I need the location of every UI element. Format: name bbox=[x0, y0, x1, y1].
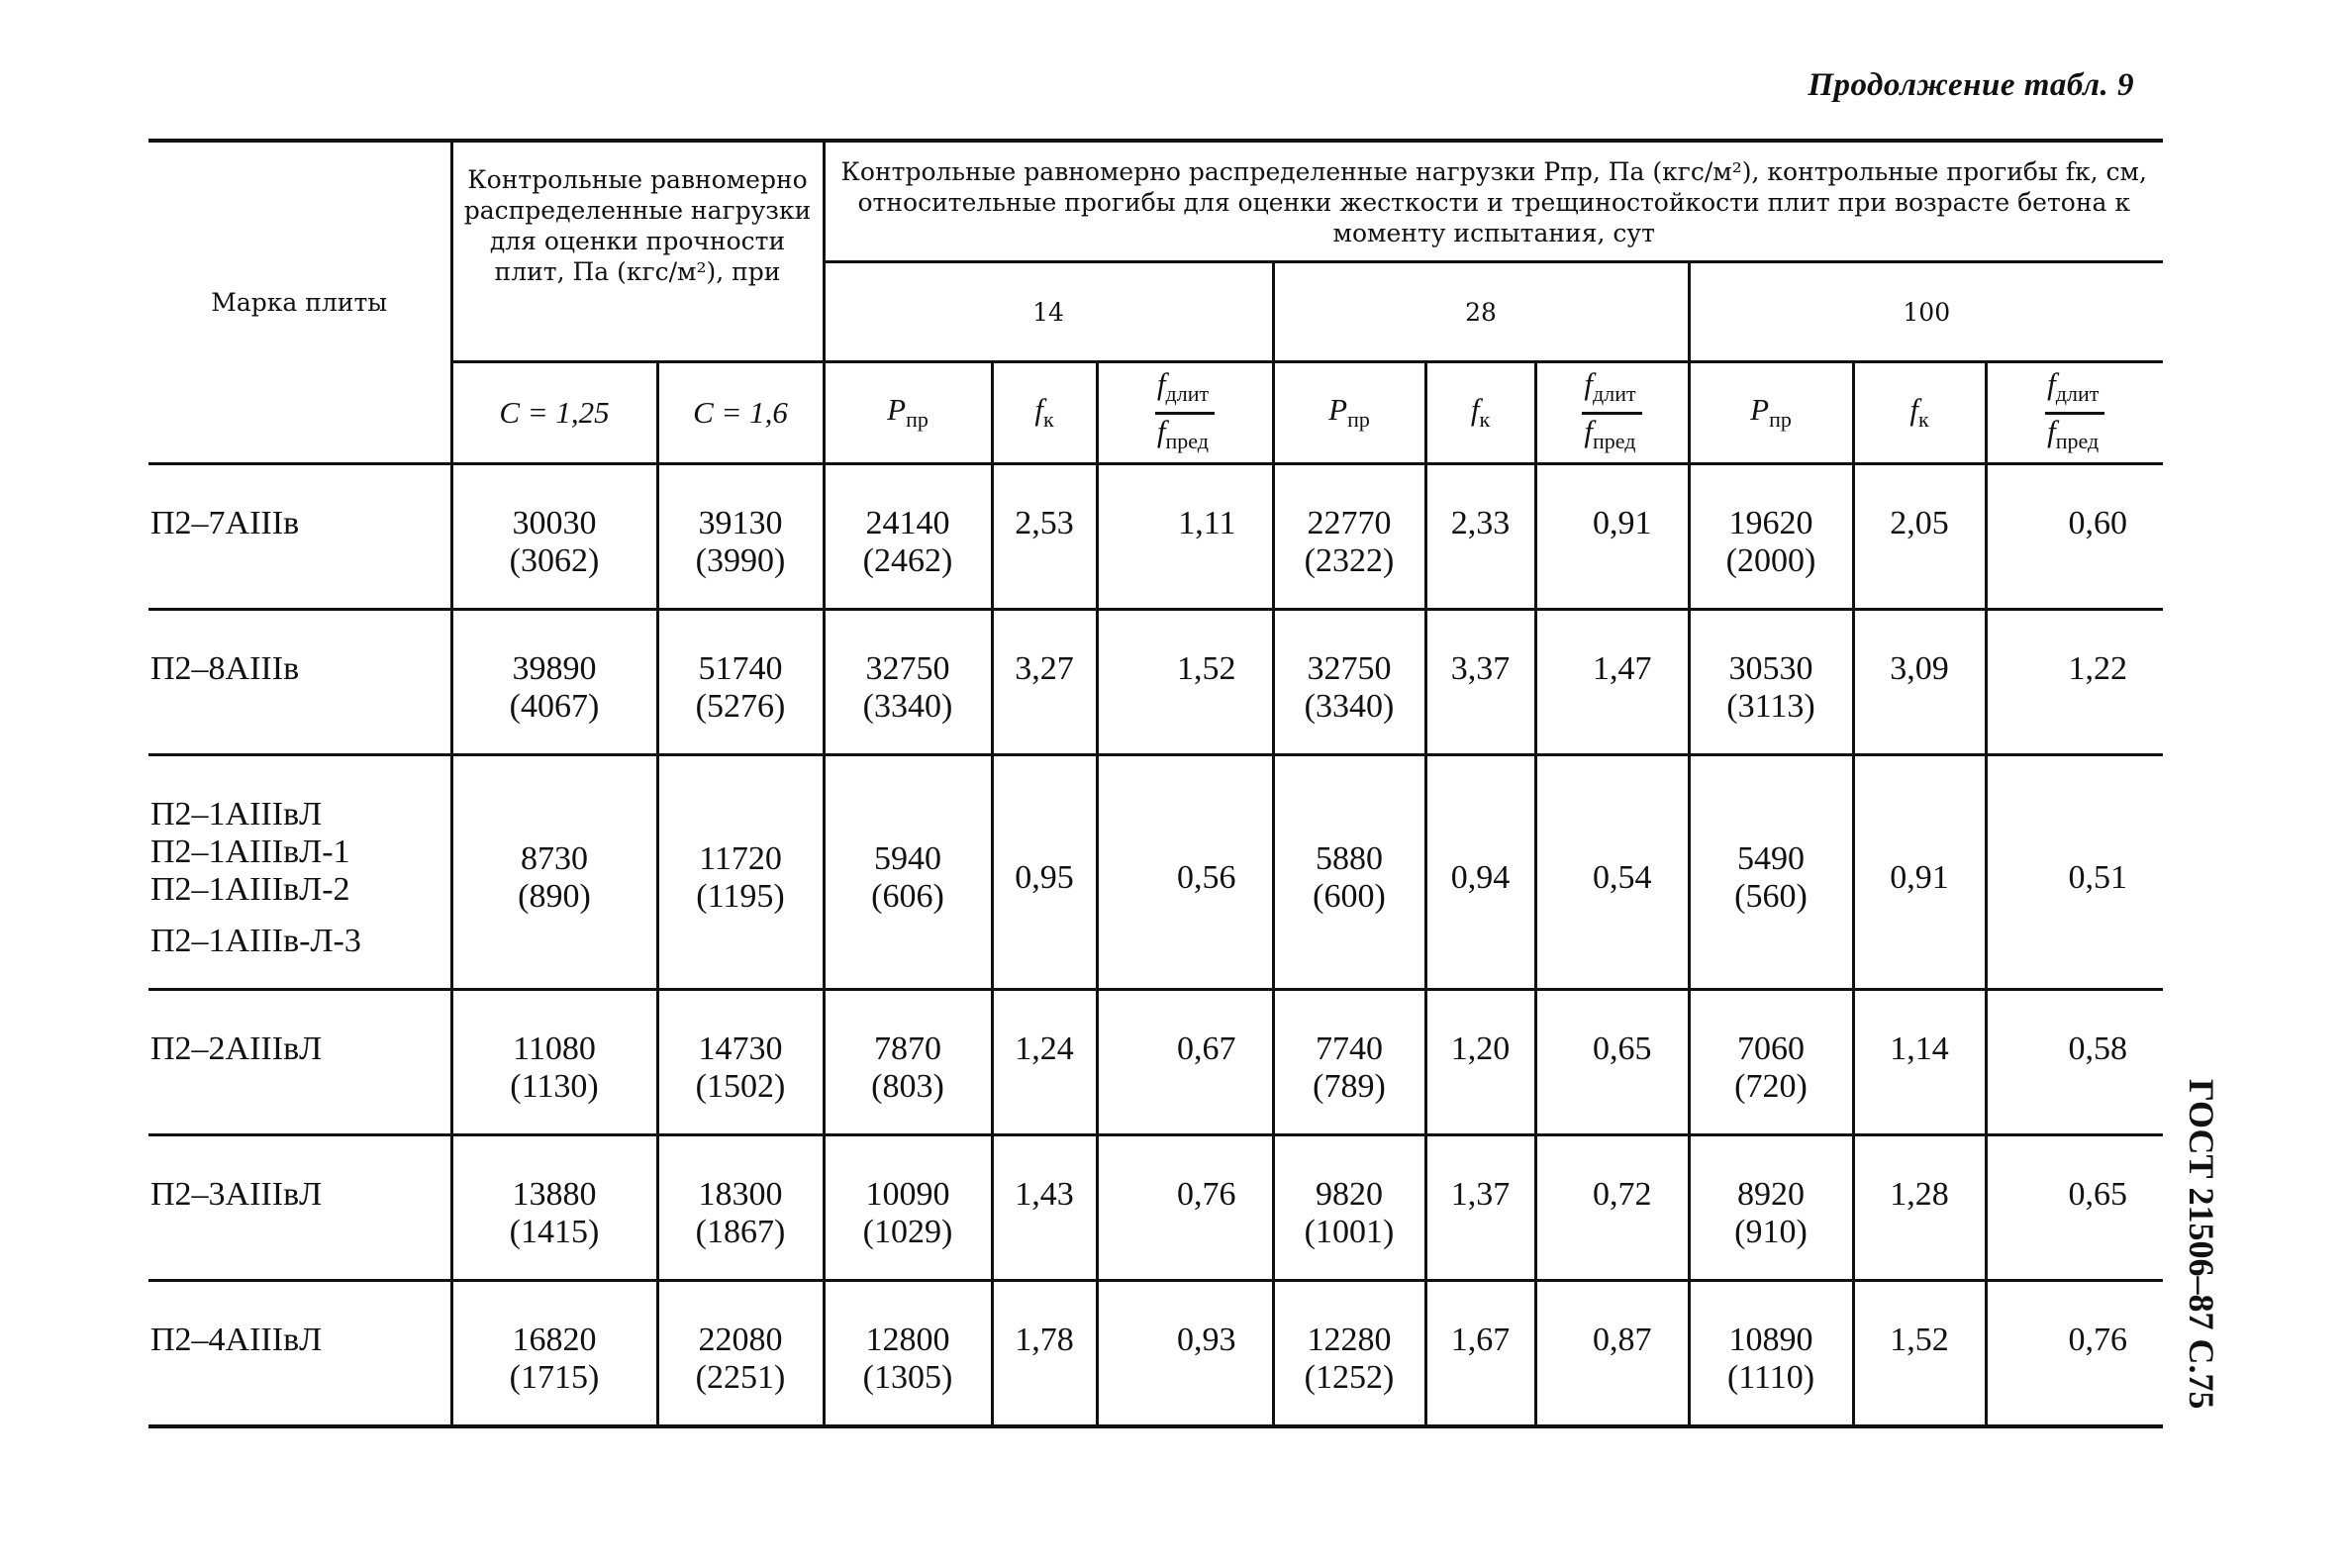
deflection-a14: 1,24 bbox=[992, 990, 1097, 1135]
load-pa: 11720 bbox=[699, 840, 782, 877]
load-pa: 24140 bbox=[865, 505, 950, 541]
load-p-a100 bbox=[1689, 990, 1853, 1135]
ratio-a28: 1,47 bbox=[1535, 610, 1689, 755]
deflection-a14: 1,43 bbox=[992, 1135, 1097, 1281]
header-f-14: $f_к$ bbox=[992, 362, 1097, 464]
load-kgf: (3990) bbox=[695, 542, 786, 579]
load-kgf: (1029) bbox=[862, 1214, 953, 1250]
load-p-a28 bbox=[1273, 464, 1425, 610]
header-plate-mark: Марка плиты bbox=[148, 141, 451, 464]
header-age-14: 14 bbox=[824, 262, 1273, 362]
load-kgf: (2462) bbox=[862, 542, 953, 579]
load-p-a28 bbox=[1273, 755, 1425, 990]
load-kgf: (803) bbox=[871, 1068, 944, 1105]
load-kgf: (600) bbox=[1313, 878, 1386, 915]
load-pa: 13880 bbox=[512, 1176, 597, 1213]
load-pa: 32750 bbox=[865, 650, 950, 687]
load-p-a14 bbox=[824, 755, 992, 990]
load-pa: 22080 bbox=[698, 1322, 783, 1358]
ratio-a100: 0,58 bbox=[1986, 990, 2163, 1135]
header-p-28: $P_{пр}$ bbox=[1273, 362, 1425, 464]
load-c-1-25 bbox=[451, 464, 657, 610]
load-kgf: (720) bbox=[1734, 1068, 1808, 1105]
ratio-a14: 1,11 bbox=[1097, 464, 1273, 610]
header-p-100: $P_{пр}$ bbox=[1689, 362, 1853, 464]
header-c-1-25: C = 1,25 bbox=[451, 362, 657, 464]
plate-mark: П2–1АIIIвЛ bbox=[150, 796, 323, 833]
deflection-a14: 0,95 bbox=[992, 755, 1097, 990]
load-p-a14 bbox=[824, 610, 992, 755]
table-row bbox=[148, 464, 2163, 610]
load-kgf: (560) bbox=[1734, 878, 1808, 915]
load-kgf: (910) bbox=[1734, 1214, 1808, 1250]
load-pa: 5490 bbox=[1737, 840, 1805, 877]
ratio-a100: 0,60 bbox=[1986, 464, 2163, 610]
load-pa: 32750 bbox=[1307, 650, 1392, 687]
load-pa: 7870 bbox=[874, 1030, 941, 1067]
load-kgf: (890) bbox=[518, 878, 591, 915]
load-kgf: (1305) bbox=[862, 1359, 953, 1396]
load-c-1-25 bbox=[451, 1135, 657, 1281]
plate-mark: П2–3АIIIвЛ bbox=[150, 1176, 323, 1213]
plate-mark-cell bbox=[148, 464, 451, 610]
load-kgf: (2000) bbox=[1725, 542, 1816, 579]
load-pa: 39130 bbox=[698, 505, 783, 541]
load-p-a28 bbox=[1273, 1281, 1425, 1427]
load-pa: 10090 bbox=[865, 1176, 950, 1213]
ratio-a28: 0,54 bbox=[1535, 755, 1689, 990]
plate-mark: П2–8АIIIв bbox=[150, 650, 300, 687]
table-row bbox=[148, 1135, 2163, 1281]
deflection-a28: 1,67 bbox=[1425, 1281, 1535, 1427]
load-kgf: (3062) bbox=[509, 542, 600, 579]
load-pa: 7060 bbox=[1737, 1030, 1805, 1067]
plate-mark-cell bbox=[148, 1135, 451, 1281]
load-pa: 12280 bbox=[1307, 1322, 1392, 1358]
load-c-1-6 bbox=[657, 990, 824, 1135]
load-pa: 18300 bbox=[698, 1176, 783, 1213]
ratio-a14: 0,56 bbox=[1097, 755, 1273, 990]
deflection-a100: 3,09 bbox=[1853, 610, 1986, 755]
load-pa: 14730 bbox=[698, 1030, 783, 1067]
load-pa: 5880 bbox=[1316, 840, 1383, 877]
load-kgf: (1252) bbox=[1304, 1359, 1395, 1396]
load-p-a28 bbox=[1273, 610, 1425, 755]
load-kgf: (606) bbox=[871, 878, 944, 915]
table-continuation-caption: Продолжение табл. 9 bbox=[1808, 67, 2134, 103]
deflection-a28: 0,94 bbox=[1425, 755, 1535, 990]
deflection-a28: 2,33 bbox=[1425, 464, 1535, 610]
deflection-a28: 3,37 bbox=[1425, 610, 1535, 755]
header-p-14: $P_{пр}$ bbox=[824, 362, 992, 464]
load-kgf: (4067) bbox=[509, 688, 600, 725]
ratio-a14: 0,93 bbox=[1097, 1281, 1273, 1427]
load-p-a100 bbox=[1689, 755, 1853, 990]
load-p-a28 bbox=[1273, 1135, 1425, 1281]
plate-mark: П2–1АIIIв-Л-3 bbox=[150, 923, 361, 959]
plate-mark-cell bbox=[148, 610, 451, 755]
load-c-1-6 bbox=[657, 755, 824, 990]
ratio-a28: 0,65 bbox=[1535, 990, 1689, 1135]
deflection-a14: 1,78 bbox=[992, 1281, 1097, 1427]
load-p-a14 bbox=[824, 464, 992, 610]
load-kgf: (2251) bbox=[695, 1359, 786, 1396]
load-p-a100 bbox=[1689, 464, 1853, 610]
plate-mark-cell bbox=[148, 1281, 451, 1427]
load-kgf: (1502) bbox=[695, 1068, 786, 1105]
plate-mark: П2–1АIIIвЛ-2 bbox=[150, 871, 350, 908]
deflection-a14: 3,27 bbox=[992, 610, 1097, 755]
load-pa: 7740 bbox=[1316, 1030, 1383, 1067]
deflection-a100: 1,14 bbox=[1853, 990, 1986, 1135]
load-c-1-25 bbox=[451, 755, 657, 990]
load-pa: 9820 bbox=[1316, 1176, 1383, 1213]
load-pa: 12800 bbox=[865, 1322, 950, 1358]
header-control-loads: Контрольные равномерно распределенные нагрузки Pпр, Па (кгс/м²), контрольные прогибы fк, см, относительные прогибы для оценки жесткости и трещиностойкости плит при возрасте бетона к моменту испытания, сут bbox=[824, 141, 2163, 262]
load-kgf: (5276) bbox=[695, 688, 786, 725]
load-p-a14 bbox=[824, 1135, 992, 1281]
ratio-a14: 1,52 bbox=[1097, 610, 1273, 755]
load-c-1-25 bbox=[451, 990, 657, 1135]
load-pa: 30030 bbox=[512, 505, 597, 541]
load-kgf: (2322) bbox=[1304, 542, 1395, 579]
load-c-1-6 bbox=[657, 610, 824, 755]
load-kgf: (1001) bbox=[1304, 1214, 1395, 1250]
ratio-a100: 0,51 bbox=[1986, 755, 2163, 990]
load-pa: 10890 bbox=[1728, 1322, 1813, 1358]
load-pa: 8920 bbox=[1737, 1176, 1805, 1213]
load-pa: 22770 bbox=[1307, 505, 1392, 541]
load-pa: 11080 bbox=[513, 1030, 596, 1067]
header-age-28: 28 bbox=[1273, 262, 1689, 362]
deflection-a28: 1,37 bbox=[1425, 1135, 1535, 1281]
ratio-a28: 0,72 bbox=[1535, 1135, 1689, 1281]
load-c-1-6 bbox=[657, 464, 824, 610]
table-row bbox=[148, 1281, 2163, 1427]
load-kgf: (3113) bbox=[1726, 688, 1815, 725]
ratio-a28: 0,87 bbox=[1535, 1281, 1689, 1427]
plate-mark: П2–2АIIIвЛ bbox=[150, 1030, 323, 1067]
load-pa: 8730 bbox=[521, 840, 588, 877]
deflection-a14: 2,53 bbox=[992, 464, 1097, 610]
load-pa: 51740 bbox=[698, 650, 783, 687]
load-p-a100 bbox=[1689, 610, 1853, 755]
load-kgf: (1715) bbox=[509, 1359, 600, 1396]
header-c-1-6: C = 1,6 bbox=[657, 362, 824, 464]
load-kgf: (1195) bbox=[696, 878, 785, 915]
load-c-1-6 bbox=[657, 1135, 824, 1281]
header-ratio-14: $\frac{f_{длит}}{f_{пред}}$ bbox=[1097, 362, 1273, 464]
header-ratio-100: $\frac{f_{длит}}{f_{пред}}$ bbox=[1986, 362, 2163, 464]
load-kgf: (789) bbox=[1313, 1068, 1386, 1105]
ratio-a100: 0,76 bbox=[1986, 1281, 2163, 1427]
load-kgf: (3340) bbox=[1304, 688, 1395, 725]
ratio-a100: 1,22 bbox=[1986, 610, 2163, 755]
deflection-a100: 0,91 bbox=[1853, 755, 1986, 990]
load-pa: 19620 bbox=[1728, 505, 1813, 541]
load-kgf: (1130) bbox=[510, 1068, 599, 1105]
table-row bbox=[148, 610, 2163, 755]
ratio-a14: 0,76 bbox=[1097, 1135, 1273, 1281]
header-strength-loads: Контрольные равномерно распределенные нагрузки для оценки прочности плит, Па (кгс/м²), при bbox=[451, 141, 824, 362]
load-kgf: (1110) bbox=[1726, 1359, 1815, 1396]
load-table bbox=[148, 139, 2163, 1428]
load-kgf: (1867) bbox=[695, 1214, 786, 1250]
header-f-100: $f_к$ bbox=[1853, 362, 1986, 464]
ratio-a28: 0,91 bbox=[1535, 464, 1689, 610]
plate-mark: П2–4АIIIвЛ bbox=[150, 1322, 323, 1358]
load-p-a100 bbox=[1689, 1281, 1853, 1427]
deflection-a100: 2,05 bbox=[1853, 464, 1986, 610]
load-p-a28 bbox=[1273, 990, 1425, 1135]
deflection-a100: 1,52 bbox=[1853, 1281, 1986, 1427]
plate-mark: П2–7АIIIв bbox=[150, 505, 300, 541]
header-f-28: $f_к$ bbox=[1425, 362, 1535, 464]
load-kgf: (1415) bbox=[509, 1214, 600, 1250]
ratio-a14: 0,67 bbox=[1097, 990, 1273, 1135]
table-row bbox=[148, 755, 2163, 990]
load-pa: 30530 bbox=[1728, 650, 1813, 687]
ratio-a100: 0,65 bbox=[1986, 1135, 2163, 1281]
load-p-a14 bbox=[824, 1281, 992, 1427]
load-c-1-25 bbox=[451, 1281, 657, 1427]
load-pa: 16820 bbox=[512, 1322, 597, 1358]
plate-mark-cell bbox=[148, 755, 451, 990]
load-pa: 5940 bbox=[874, 840, 941, 877]
deflection-a28: 1,20 bbox=[1425, 990, 1535, 1135]
plate-mark: П2–1АIIIвЛ-1 bbox=[150, 833, 350, 870]
table-row bbox=[148, 990, 2163, 1135]
standard-page-label: ГОСТ 21506–87 С.75 bbox=[2182, 1079, 2221, 1410]
header-ratio-28: $\frac{f_{длит}}{f_{пред}}$ bbox=[1535, 362, 1689, 464]
plate-mark-cell bbox=[148, 990, 451, 1135]
load-pa: 39890 bbox=[512, 650, 597, 687]
load-p-a100 bbox=[1689, 1135, 1853, 1281]
load-p-a14 bbox=[824, 990, 992, 1135]
header-age-100: 100 bbox=[1689, 262, 2163, 362]
load-c-1-6 bbox=[657, 1281, 824, 1427]
load-kgf: (3340) bbox=[862, 688, 953, 725]
load-c-1-25 bbox=[451, 610, 657, 755]
deflection-a100: 1,28 bbox=[1853, 1135, 1986, 1281]
